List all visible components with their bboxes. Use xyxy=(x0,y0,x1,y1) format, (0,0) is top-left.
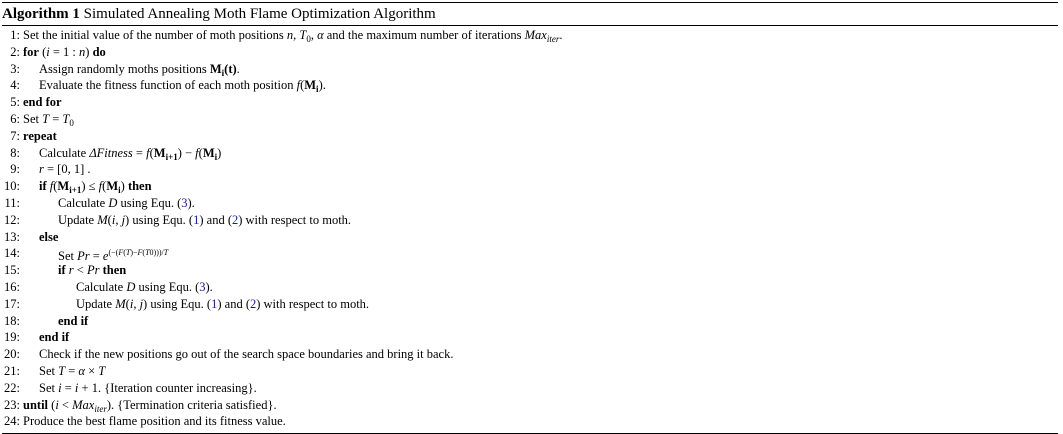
line-text: end if xyxy=(58,313,89,328)
line-number: 14: xyxy=(4,246,20,261)
line-text: Set the initial value of the number of moth positions n, $T_0$, α and the maximum number of iterations Max$_{iter}$. xyxy=(23,28,563,44)
algorithm-line xyxy=(2,279,1058,296)
line-number: 2: xyxy=(10,44,20,59)
line-number: 10: xyxy=(4,179,20,194)
line-text: end if xyxy=(39,330,70,345)
algorithm-line xyxy=(2,61,1058,78)
line-text: end for xyxy=(23,95,62,110)
line-number: 13: xyxy=(4,229,20,244)
algorithm-line xyxy=(2,195,1058,212)
line-text: Check if the new positions go out of the search space boundaries and bring it back. xyxy=(39,347,454,362)
algorithm-line xyxy=(2,229,1058,246)
line-number: 18: xyxy=(4,313,20,328)
line-text: r = [0, 1] . xyxy=(39,162,91,177)
line-text: Set T = α × T xyxy=(39,363,106,378)
algorithm-line xyxy=(2,397,1058,414)
algorithm-line xyxy=(2,262,1058,279)
algorithm-line xyxy=(2,161,1058,178)
line-number: 15: xyxy=(4,263,20,278)
line-number: 16: xyxy=(4,279,20,294)
algorithm-line xyxy=(2,245,1058,262)
line-number: 9: xyxy=(10,162,20,177)
line-text: else xyxy=(39,229,59,244)
algorithm-line xyxy=(2,145,1058,162)
line-number: 21: xyxy=(4,363,20,378)
line-number: 11: xyxy=(4,195,20,210)
algorithm-line xyxy=(2,380,1058,397)
line-number: 24: xyxy=(4,414,20,429)
line-number: 4: xyxy=(10,78,20,93)
line-text: Set $Pr = e^{(-(F(T)-F(T0)))/T}$ xyxy=(58,248,169,264)
algorithm-block xyxy=(2,2,1058,434)
line-number: 17: xyxy=(4,296,20,311)
line-number: 22: xyxy=(4,380,20,395)
algorithm-line xyxy=(2,413,1058,430)
line-text: Assign randomly moths positions $M_i(t)$. xyxy=(39,61,240,78)
line-text: Set i = i + 1. {Iteration counter increasing}. xyxy=(39,380,257,395)
line-text: repeat xyxy=(23,128,57,143)
algorithm-line xyxy=(2,178,1058,195)
line-text: until (i < Max$_{iter}$). {Termination criteria satisfied}. xyxy=(23,397,277,414)
line-text: for (i = 1 : n) do xyxy=(23,44,106,59)
algorithm-line xyxy=(2,296,1058,313)
line-number: 20: xyxy=(4,347,20,362)
line-number: 23: xyxy=(4,397,20,412)
line-number: 19: xyxy=(4,330,20,345)
algorithm-line xyxy=(2,94,1058,111)
algorithm-label: Algorithm 1 xyxy=(2,6,80,22)
algorithm-line xyxy=(2,44,1058,61)
line-number: 8: xyxy=(10,145,20,160)
line-text: Calculate D using Equ. (3). xyxy=(76,279,213,294)
algorithm-line xyxy=(2,77,1058,94)
line-number: 6: xyxy=(10,111,20,126)
algorithm-line xyxy=(2,111,1058,128)
line-number: 7: xyxy=(10,128,20,143)
line-text: Update M(i, j) using Equ. (1) and (2) with respect to moth. xyxy=(58,212,352,227)
line-number: 5: xyxy=(10,95,20,110)
line-text: if $f(M_{i+1}) \le f(M_i)$ then xyxy=(39,179,152,196)
line-text: Evaluate the fitness function of each moth position $f(M_i)$. xyxy=(39,78,326,95)
line-text: Produce the best flame position and its fitness value. xyxy=(23,414,286,429)
line-number: 12: xyxy=(4,212,20,227)
algorithm-line xyxy=(2,346,1058,363)
algorithm-line xyxy=(2,212,1058,229)
algorithm-line xyxy=(2,128,1058,145)
line-text: if r < Pr then xyxy=(58,263,127,278)
line-text: Set $T = T_0$ xyxy=(23,111,74,128)
line-text: Calculate ΔFitness = $f(M_{i+1}) - f(M_i)$ xyxy=(39,145,222,162)
algorithm-caption xyxy=(2,3,1058,23)
algorithm-line xyxy=(2,329,1058,346)
line-text: Calculate D using Equ. (3). xyxy=(58,195,195,210)
algorithm-title: Simulated Annealing Moth Flame Optimization Algorithm xyxy=(83,6,436,22)
algorithm-line xyxy=(2,27,1058,44)
line-number: 1: xyxy=(10,28,20,42)
algorithm-line xyxy=(2,363,1058,380)
algorithm-line xyxy=(2,313,1058,330)
algorithm-lines xyxy=(2,26,1058,430)
line-text: Update M(i, j) using Equ. (1) and (2) with respect to moth. xyxy=(76,296,370,311)
line-number: 3: xyxy=(10,61,20,76)
